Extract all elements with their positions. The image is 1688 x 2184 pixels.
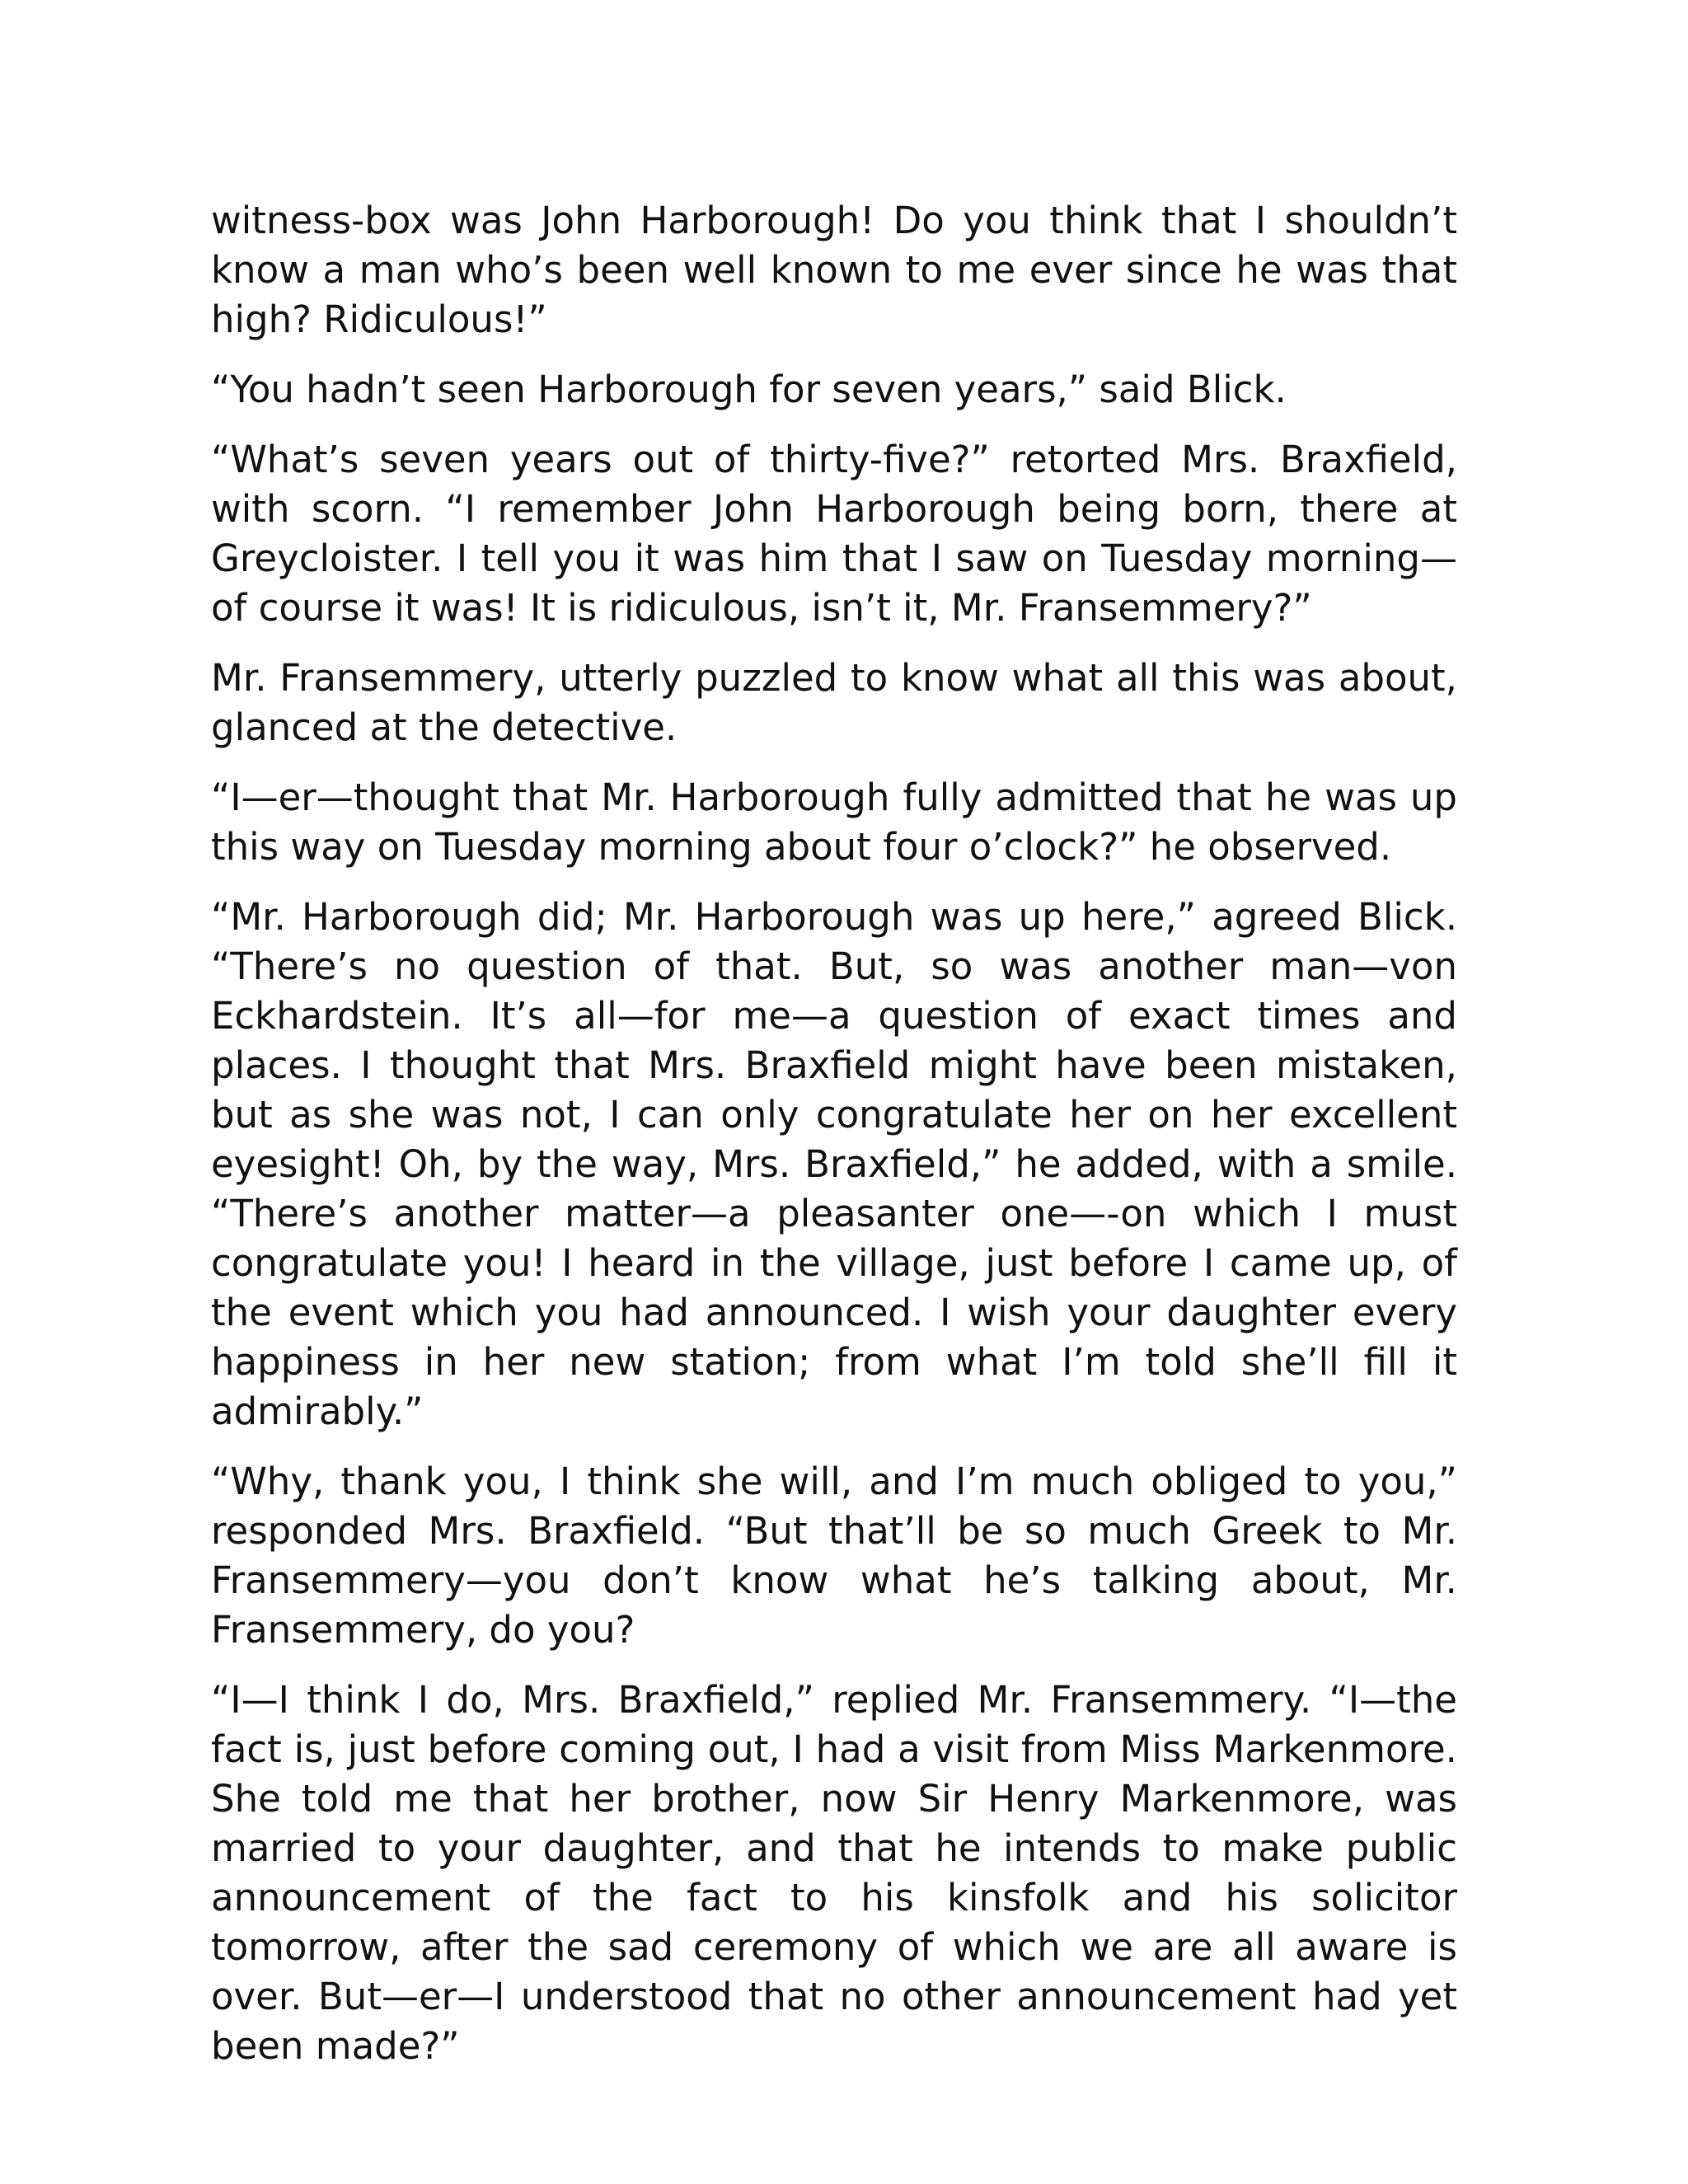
paragraph: “Why, thank you, I think she will, and I’m much obliged to you,” responded Mrs. Braxfield. “But that’ll be so much Greek to Mr. Fransemmery—you don’t know what he’s talking about, Mr. Fransemmery, do you? <box>211 1460 1457 1652</box>
paragraph: “What’s seven years out of thirty-five?” retorted Mrs. Braxfield, with scorn. “I remember John Harborough being born, there at Greycloister. I tell you it was him that I saw on Tuesday morning—of course it was! It is ridiculous, isn’t it, Mr. Fransemmery?” <box>211 438 1457 630</box>
paragraph: “I—I think I do, Mrs. Braxfield,” replied Mr. Fransemmery. “I—the fact is, just before coming out, I had a visit from Miss Markenmore. She told me that her brother, now Sir Henry Markenmore, was married to your daughter, and that he intends to make public announcement of the fact to his kinsfolk and his solicitor tomorrow, after the sad ceremony of which we are all aware is over. But—er—I understood that no other announcement had yet been made?” <box>211 1678 1457 2068</box>
paragraph: “I—er—thought that Mr. Harborough fully admitted that he was up this way on Tuesday morning about four o’clock?” he observed. <box>211 776 1457 869</box>
paragraph: witness-box was John Harborough! Do you think that I shouldn’t know a man who’s been well known to me ever since he was that high? Ridiculous!” <box>211 199 1457 341</box>
book-page-text <box>211 196 1457 2092</box>
paragraph: Mr. Fransemmery, utterly puzzled to know what all this was about, glanced at the detective. <box>211 656 1457 749</box>
paragraph: “Mr. Harborough did; Mr. Harborough was up here,” agreed Blick. “There’s no question of that. But, so was another man—von Eckhardstein. It’s all—for me—a question of exact times and places. I thought that Mrs. Braxfield might have been mistaken, but as she was not, I can only congratulate her on her excellent eyesight! Oh, by the way, Mrs. Braxfield,” he added, with a smile. “There’s another matter—a pleasanter one—-on which I must congratulate you! I heard in the village, just before I came up, of the event which you had announced. I wish your daughter every happiness in her new station; from what I’m told she’ll fill it admirably.” <box>211 895 1457 1433</box>
paragraph: “You hadn’t seen Harborough for seven years,” said Blick. <box>211 368 1287 411</box>
